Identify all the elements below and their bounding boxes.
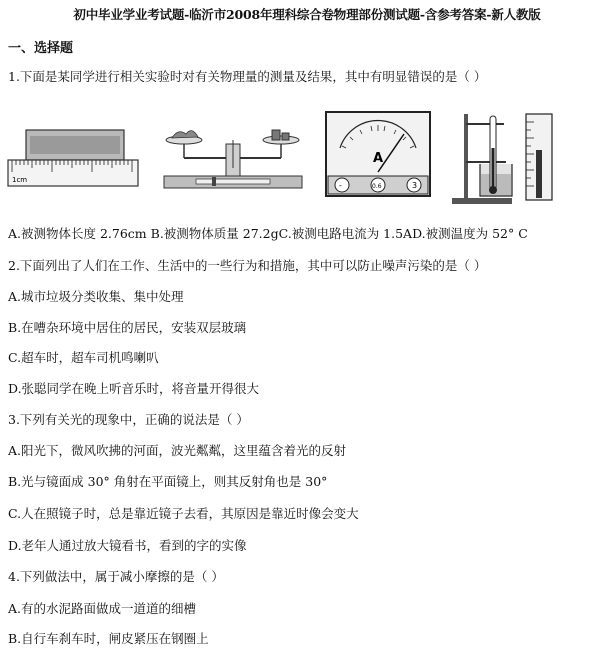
question-1-stem: 1.下面是某同学进行相关实验时对有关物理量的测量及结果，其中有明显错误的是（ ）	[8, 69, 487, 84]
ruler	[8, 160, 138, 186]
question-1-figures	[6, 110, 576, 212]
weight-2	[282, 133, 289, 140]
question-1-options: A.被测物体长度 2.76cm B.被测物体质量 27.2gC.被测电路电流为 1.5AD.被测温度为 52° C	[8, 226, 528, 241]
question-2-stem: 2.下面列出了人们在工作、生活中的一些行为和措施，其中可以防止噪声污染的是（ ）	[8, 258, 487, 273]
terminal-3-label: 3	[412, 181, 418, 190]
weight-1	[272, 130, 280, 140]
ammeter-unit: A	[373, 151, 384, 166]
question-4-stem: 4.下列做法中，属于减小摩擦的是（ ）	[8, 569, 224, 584]
thermometer-figure	[446, 110, 566, 210]
ruler-measurement-figure	[6, 110, 141, 200]
terminal-negative-label: -	[339, 181, 342, 190]
question-2-option-b: B.在嘈杂环境中居住的居民，安装双层玻璃	[8, 320, 247, 335]
question-3-option-d: D.老年人通过放大镜看书，看到的字的实像	[8, 538, 247, 553]
balance-scale-figure	[156, 110, 316, 200]
rider-scale	[196, 179, 270, 184]
question-3-option-b: B.光与镜面成 30° 角射在平面镜上，则其反射角也是 30°	[8, 474, 328, 489]
right-pan	[263, 136, 299, 144]
ammeter-figure	[324, 110, 434, 210]
block-shading	[30, 136, 120, 154]
section-heading: 一、选择题	[8, 41, 74, 56]
terminal-0-6-label: 0.6	[372, 183, 382, 190]
question-2-option-a: A.城市垃圾分类收集、集中处理	[8, 289, 184, 304]
scale-column	[536, 150, 542, 198]
terminal-negative	[335, 178, 349, 192]
weighed-object	[172, 131, 198, 138]
question-2-option-c: C.超车时，超车司机鸣喇叭	[8, 350, 159, 365]
question-4-option-a: A.有的水泥路面做成一道道的细槽	[8, 601, 197, 616]
question-3-option-a: A.阳光下，微风吹拂的河面，波光粼粼，这里蕴含着光的反射	[8, 443, 347, 458]
question-3-stem: 3.下列有关光的现象中，正确的说法是（ ）	[8, 412, 249, 427]
stand-base	[452, 198, 512, 204]
question-4-option-b: B.自行车刹车时，闸皮紧压在钢圈上	[8, 631, 209, 646]
stand-rod	[464, 114, 468, 200]
rider	[212, 177, 216, 186]
ruler-unit-label: 1cm	[12, 176, 28, 184]
thermometer-column	[492, 148, 495, 190]
question-3-option-c: C.人在照镜子时，总是靠近镜子去看，其原因是靠近时像会变大	[8, 506, 359, 521]
document-title: 初中毕业学业考试题-临沂市2008年理科综合卷物理部份测试题-含参考答案-新人教版	[73, 7, 541, 22]
question-2-option-d: D.张聪同学在晚上听音乐时，将音量开得很大	[8, 381, 260, 396]
thermometer-bulb	[489, 186, 497, 194]
